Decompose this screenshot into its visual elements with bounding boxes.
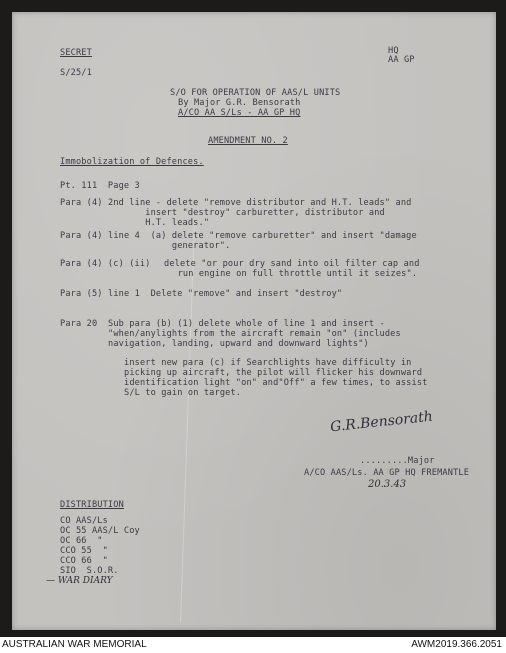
- footer-accession-number: AWM2019.366.2051: [411, 639, 502, 650]
- handwritten-date: 20.3.43: [368, 479, 407, 490]
- title-line-2: By Major G.R. Bensorath: [178, 98, 301, 108]
- archive-footer: [0, 637, 506, 653]
- distribution-item: CCO 66 ": [60, 556, 108, 566]
- para-text-line: insert "destroy" carburetter, distributor and: [108, 208, 385, 218]
- para-text-line: 2nd line - delete "remove distributor and H.T. leads" and: [108, 198, 412, 208]
- secret-label: SECRET: [60, 48, 92, 58]
- unit-label: AA GP: [388, 55, 415, 65]
- title-line-1: S/O FOR OPERATION OF AAS/L UNITS: [170, 88, 341, 98]
- distribution-item: CO AAS/Ls: [60, 516, 108, 526]
- distribution-item: CCO 55 ": [60, 546, 108, 556]
- insert-line: identification light "on" and"Off" a few times, to assist: [124, 378, 428, 388]
- para-text-line: delete "or pour dry sand into oil filter cap and: [164, 259, 420, 269]
- hq-label: HQ: [388, 46, 399, 56]
- para-ref: Para (5): [60, 289, 103, 299]
- para-text-line: run engine on full throttle until it seizes".: [119, 269, 418, 279]
- document-page: [12, 12, 496, 630]
- subject-line: Immobolization of Defences.: [60, 157, 204, 167]
- paper-crease: [180, 222, 195, 622]
- para-text-line: line 4 (a) delete "remove carburetter" and insert "damage: [108, 231, 417, 241]
- para-text-line: Sub para (b) (1) delete whole of line 1 and insert -: [108, 319, 385, 329]
- para-ref: Para 20: [60, 319, 98, 329]
- file-reference: S/25/1: [60, 68, 92, 78]
- distribution-item: SIO S.O.R.: [60, 566, 119, 576]
- footer-institution: AUSTRALIAN WAR MEMORIAL: [2, 639, 147, 650]
- distribution-item: OC 55 AAS/L Coy: [60, 526, 140, 536]
- title-line-3: A/CO AA S/Ls - AA GP HQ: [178, 108, 301, 118]
- signature-rank: .........Major: [360, 456, 435, 466]
- handwritten-war-diary: — WAR DIARY: [46, 576, 113, 586]
- para-text-line: generator".: [108, 241, 231, 251]
- signature-title: A/CO AAS/Ls. AA GP HQ FREMANTLE: [304, 468, 470, 478]
- para-ref: Para (4) (c) (ii): [60, 259, 151, 269]
- amendment-heading: AMENDMENT NO. 2: [208, 136, 288, 146]
- para-text-line: line 1 Delete "remove" and insert "destroy": [108, 289, 343, 299]
- para-text-line: navigation, landing, upward and downward lights"): [108, 339, 369, 349]
- insert-line: S/L to gain on target.: [124, 388, 242, 398]
- distribution-item: OC 66 ": [60, 536, 103, 546]
- insert-line: insert new para (c) if Searchlights have difficulty in: [124, 358, 412, 368]
- insert-line: picking up aircraft, the pilot will flicker his downward: [124, 368, 423, 378]
- para-ref: Para (4): [60, 198, 103, 208]
- distribution-heading: DISTRIBUTION: [60, 500, 124, 510]
- part-page-ref: Pt. 111 Page 3: [60, 181, 140, 191]
- para-text-line: "when/anylights from the aircraft remain "on" (includes: [108, 329, 401, 339]
- para-text-line: H.T. leads.": [108, 218, 210, 228]
- para-ref: Para (4): [60, 231, 103, 241]
- handwritten-signature: G.R.Bensorath: [329, 408, 434, 436]
